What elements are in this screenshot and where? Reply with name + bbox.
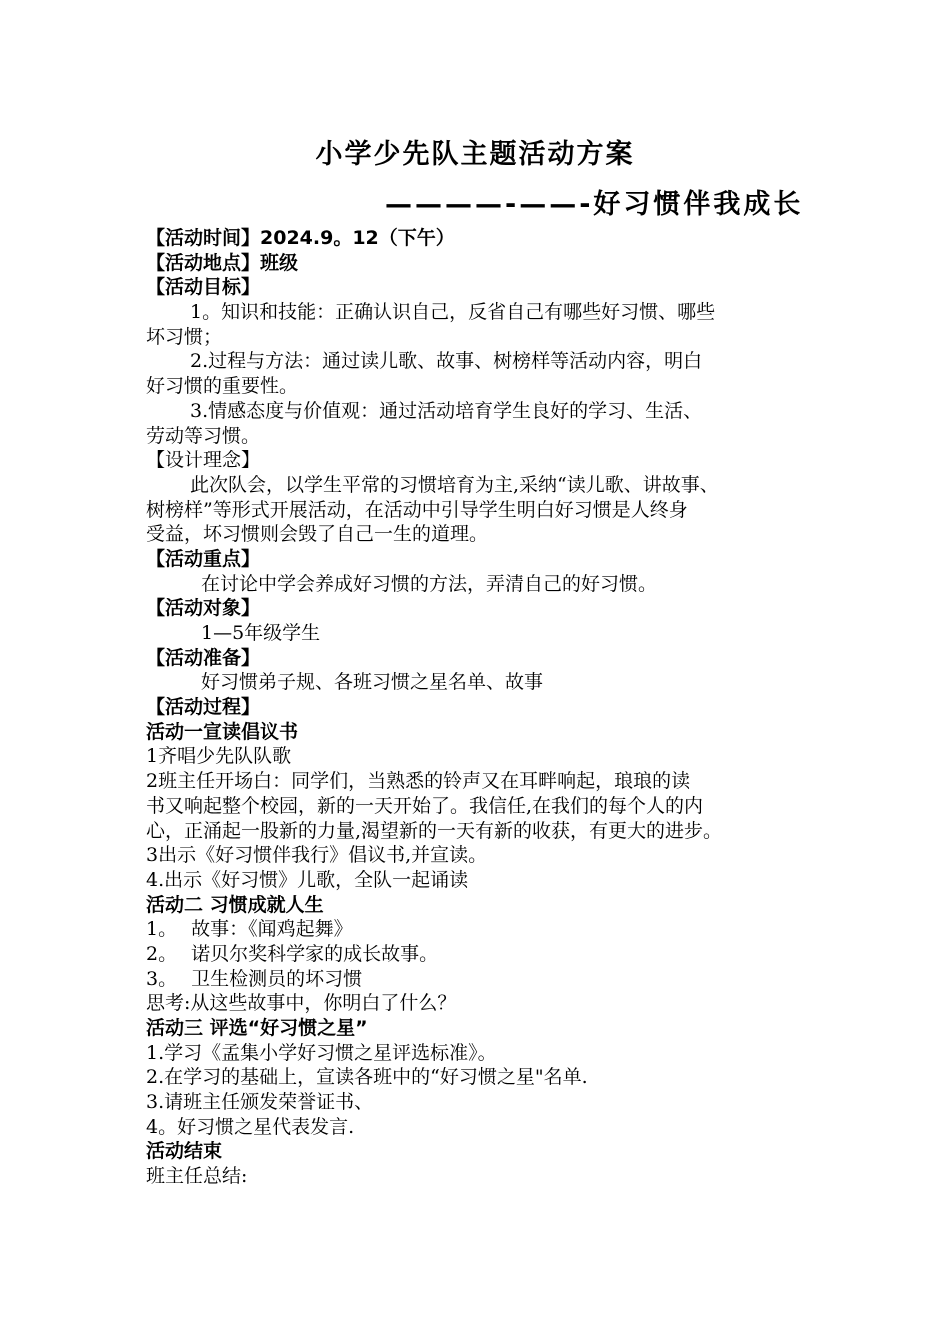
step-text: 故事：《闻鸡起舞》: [191, 918, 353, 941]
activity-2-heading: 活动二 习惯成就人生: [146, 893, 324, 916]
activity-3-heading: 活动三 评选“好习惯之星”: [146, 1017, 368, 1039]
step-number: 1。: [146, 918, 178, 941]
concept-heading: 【设计理念】: [146, 449, 261, 472]
activity-1-step-3: 3出示《好习惯伴我行》倡议书,并宣读。: [146, 844, 488, 867]
activity-1-step-2-line-2: 书又响起整个校园，新的一天开始了。我信任,在我们的每个人的内: [146, 794, 704, 817]
activity-2-step-1: [146, 917, 826, 942]
target-heading: 【活动对象】: [146, 597, 261, 620]
activity-2-step-3: [146, 967, 826, 992]
goal-2-line-1: 2.过程与方法：通过读儿歌、故事、树榜样等活动内容，明白: [190, 350, 703, 373]
activity-3-step-4: 4。好习惯之星代表发言.: [146, 1115, 355, 1138]
goal-1-line-1: 1。知识和技能：正确认识自己，反省自己有哪些好习惯、哪些: [190, 301, 716, 324]
document-body: [146, 226, 826, 1189]
activity-1-step-1: 1齐唱少先队队歌: [146, 745, 292, 768]
goal-2-line-2: 好习惯的重要性。: [146, 375, 299, 398]
activity-end-text: 班主任总结:: [146, 1165, 248, 1188]
activity-1-step-4: 4.出示《好习惯》儿歌，全队一起诵读: [146, 868, 469, 891]
activity-3-step-1: 1.学习《孟集小学好习惯之星评选标准》。: [146, 1041, 497, 1064]
concept-line-2: 树榜样”等形式开展活动，在活动中引导学生明白好习惯是人终身: [146, 498, 688, 521]
activity-place: [146, 251, 826, 276]
process-heading: 【活动过程】: [146, 696, 261, 719]
activity-1-heading: 活动一宣读倡议书: [146, 720, 299, 743]
step-text: 卫生检测员的坏习惯: [191, 967, 363, 990]
goals-heading: 【活动目标】: [146, 276, 261, 299]
activity-end-heading: 活动结束: [146, 1140, 223, 1163]
step-number: 3。: [146, 967, 178, 990]
prep-text: 好习惯弟子规、各班习惯之星名单、故事: [201, 671, 544, 694]
target-text: 1—5年级学生: [201, 622, 321, 644]
time-value: 2024.9。12（下午）: [260, 227, 455, 249]
goal-3-line-1: 3.情感态度与价值观：通过活动培育学生良好的学习、生活、: [190, 399, 703, 422]
activity-2-step-2: [146, 942, 826, 967]
activity-time: [146, 226, 826, 251]
activity-3-step-3: 3.请班主任颁发荣誉证书、: [146, 1091, 374, 1114]
goal-3-line-2: 劳动等习惯。: [146, 424, 261, 447]
time-label: 【活动时间】: [146, 227, 261, 249]
activity-2-think: 思考:从这些故事中，你明白了什么？: [146, 992, 457, 1015]
place-value: 班级: [260, 251, 299, 274]
activity-1-step-2-line-3: 心，正涌起一股新的力量,渴望新的一天有新的收获，有更大的进步。: [146, 819, 723, 842]
focus-text: 在讨论中学会养成好习惯的方法，弄清自己的好习惯。: [201, 572, 658, 595]
concept-line-3: 受益，坏习惯则会毁了自己一生的道理。: [146, 523, 489, 546]
activity-1-step-2-line-1: 2班主任开场白：同学们，当熟悉的铃声又在耳畔响起，琅琅的读: [146, 770, 691, 793]
activity-3-step-2: 2.在学习的基础上，宣读各班中的“好习惯之星"名单.: [146, 1066, 588, 1089]
place-label: 【活动地点】: [146, 251, 261, 274]
concept-line-1: 此次队会，以学生平常的习惯培育为主,采纳“读儿歌、讲故事、: [190, 473, 719, 496]
page-subtitle: ————-——-好习惯伴我成长: [385, 189, 804, 220]
goal-1-line-2: 坏习惯；: [146, 325, 223, 348]
step-text: 诺贝尔奖科学家的成长故事。: [191, 942, 439, 965]
focus-heading: 【活动重点】: [146, 547, 261, 570]
step-number: 2。: [146, 942, 178, 965]
prep-heading: 【活动准备】: [146, 646, 261, 669]
page-title: 小学少先队主题活动方案: [315, 139, 635, 170]
